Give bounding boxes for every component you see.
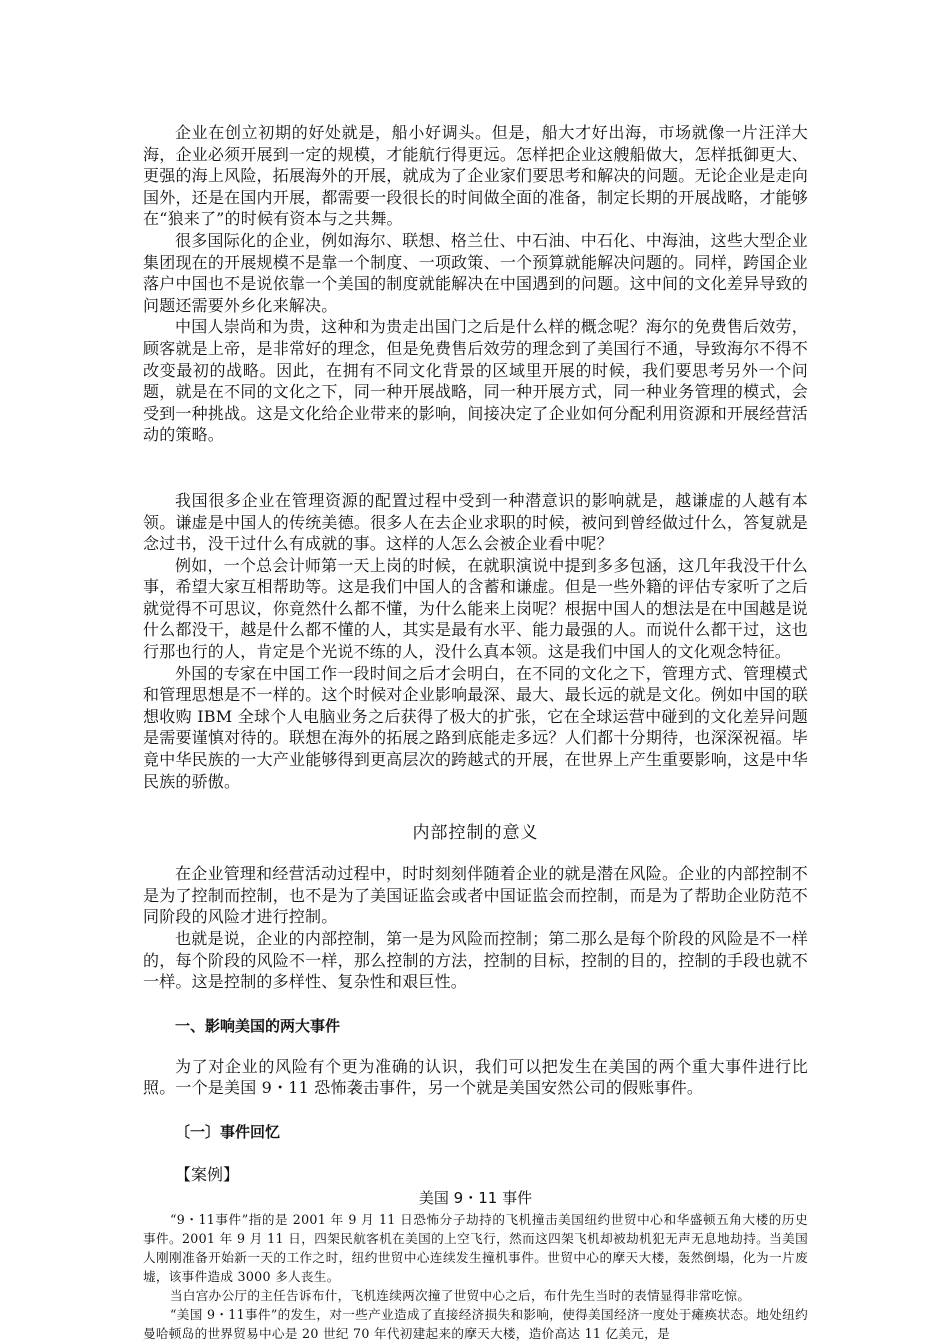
case-paragraph: 当白宫办公厅的主任告诉布什，飞机连续两次撞了世贸中心之后，布什先生当时的表情显得非常吃惊。 <box>170 1287 751 1303</box>
paragraph: 中国人崇尚和为贵，这种和为贵走出国门之后是什么样的概念呢？海尔的免费售后效劳，顾客就是上帝，是非常好的理念，但是免费售后效劳的理念到了美国行不通，导致海尔不得不改变最初的战略。因此，在拥有不同文化背景的区域里开展的时候，我们要思考另外一个问题，就是在不同的文化之下，同一种开展战略，同一种开展方式，同一种业务管理的模式，会受到一种挑战。这是文化给企业带来的影响，间接决定了企业如何分配利用资源和开展经营活动的策略。 <box>143 317 808 445</box>
heading-two-events: 一、影响美国的两大事件 <box>175 1016 341 1035</box>
paragraph: 我国很多企业在管理资源的配置过程中受到一种潜意识的影响就是，越谦虚的人越有本领。谦虚是中国人的传统美德。很多人在去企业求职的时候，被问到曾经做过什么，答复就是念过书，没干过什么有成就的事。这样的人怎么会被企业看中呢？ <box>143 490 808 554</box>
paragraph: 为了对企业的风险有个更为准确的认识，我们可以把发生在美国的两个重大事件进行比照。一个是美国 9・11 恐怖袭击事件，另一个就是美国安然公司的假账事件。 <box>143 1056 808 1098</box>
document-page <box>143 122 808 1343</box>
paragraph: 在企业管理和经营活动过程中，时时刻刻伴随着企业的就是潜在风险。企业的内部控制不是为了控制而控制，也不是为了美国证监会或者中国证监会而控制，而是为了帮助企业防范不同阶段的风险才进行控制。 <box>143 864 808 927</box>
heading-event-recall: 〔一〕事件回忆 <box>175 1122 281 1141</box>
paragraph: 也就是说，企业的内部控制，第一是为风险而控制；第二那么是每个阶段的风险是不一样的，每个阶段的风险不一样，那么控制的方法，控制的目标，控制的目的，控制的手段也就不一样。这是控制的多样性、复杂性和艰巨性。 <box>143 929 808 992</box>
paragraph: 外国的专家在中国工作一段时间之后才会明白，在不同的文化之下，管理方式、管理模式和管理思想是不一样的。这个时候对企业影响最深、最大、最长远的就是文化。例如中国的联想收购 IBM 全球个人电脑业务之后获得了极大的扩张，它在全球运营中碰到的文化差异问题是需要谨慎对待的。联想在海外的拓展之路到底能走多远？人们都十分期待，也深深祝福。毕竟中华民族的一大产业能够得到更高层次的跨越式的开展，在世界上产生重要影响，这是中华民族的骄傲。 <box>143 663 808 791</box>
section-gap <box>143 446 808 490</box>
section-title: 内部控制的意义 <box>412 823 539 844</box>
paragraph: 企业在创立初期的好处就是，船小好调头。但是，船大才好出海，市场就像一片汪洋大海，企业必须开展到一定的规模，才能航行得更远。怎样把企业这艘船做大，怎样抵御更大、更强的海上风险，拓展海外的开展，就成为了企业家们要思考和解决的问题。无论企业是走向国外，还是在国内开展，都需要一段很长的时间做全面的准备，制定长期的开展战略，才能够在“狼来了”的时候有资本与之共舞。 <box>143 123 808 229</box>
case-label: 【案例】 <box>175 1164 240 1184</box>
paragraph: 例如，一个总会计师第一天上岗的时候，在就职演说中提到多多包涵，这几年我没干什么事，希望大家互相帮助等。这是我们中国人的含蓄和谦虚。但是一些外籍的评估专家听了之后就觉得不可思议，你竟然什么都不懂，为什么能来上岗呢？根据中国人的想法是在中国越是说什么都没干，越是什么都不懂的人，其实是最有水平、能力最强的人。而说什么都干过，这也行那也行的人，肯定是个光说不练的人，没什么真本领。这是我们中国人的文化观念特征。 <box>143 555 808 662</box>
case-paragraph: “美国 9・11事件”的发生，对一些产业造成了直接经济损失和影响，使得美国经济一度处于瘫痪状态。地处纽约曼哈顿岛的世界贸易中心是 20 世纪 70 年代初建起来的摩天大楼，造价高达 11 亿美元，是 <box>143 1306 808 1341</box>
paragraph: 很多国际化的企业，例如海尔、联想、格兰仕、中石油、中石化、中海油，这些大型企业集团现在的开展规模不是靠一个制度、一项政策、一个预算就能解决问题的。同样，跨国企业落户中国也不是说依靠一个美国的制度就能解决在中国遇到的问题。这中间的文化差异导致的问题还需要外乡化来解决。 <box>143 230 808 315</box>
case-paragraph: “9・11事件”指的是 2001 年 9 月 11 日恐怖分子劫持的飞机撞击美国纽约世贸中心和华盛顿五角大楼的历史事件。2001 年 9 月 11 日，四架民航客机在美国的上空飞行，然而这四架飞机却被劫机犯无声无息地劫持。当美国人刚刚准备开始新一天的工作之时，纽约世贸中心连续发生撞机事件。世贸中心的摩天大楼，轰然倒塌，化为一片废墟，该事件造成 3000 多人丧生。 <box>143 1211 808 1284</box>
case-title: 美国 9・11 事件 <box>418 1188 533 1207</box>
